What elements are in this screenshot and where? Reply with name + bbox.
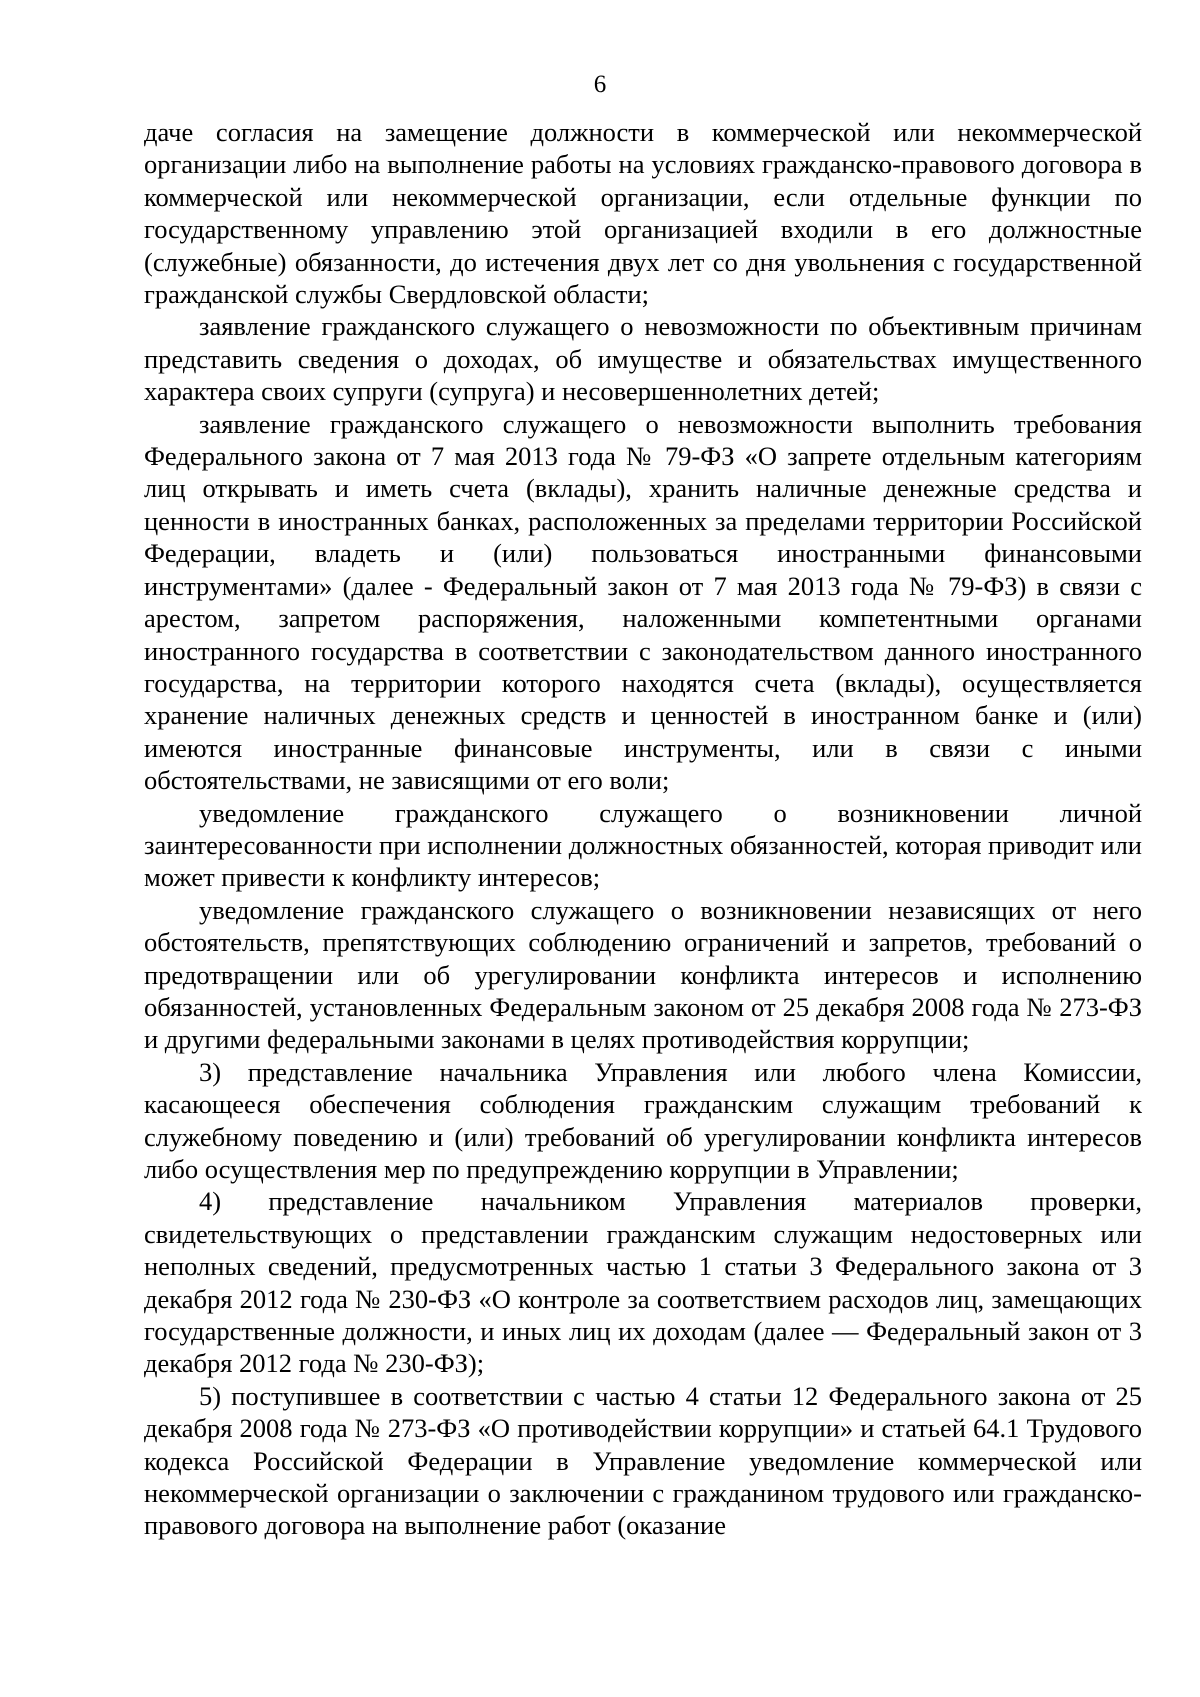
paragraph-item-5: 5) поступившее в соответствии с частью 4 статьи 12 Федерального закона от 25 декабря 2008 года № 273-ФЗ «О противодействии коррупции» и статьей 64.1 Трудового кодекса Российской Федерации в Управление уведомление коммерческой или некоммерческой организации о заключении с гражданином трудового или гражданско-правового договора на выполнение работ (оказание [144,1380,1142,1541]
paragraph-statement-foreign-accounts: заявление гражданского служащего о невозможности выполнить требования Федерального закона от 7 мая 2013 года № 79-ФЗ «О запрете отдельным категориям лиц открывать и иметь счета (вклады), хранить наличные денежные средства и ценности в иностранных банках, расположенных за пределами территории Российской Федерации, владеть и (или) пользоваться иностранными финансовыми инструментами» (далее - Федеральный закон от 7 мая 2013 года № 79-ФЗ) в связи с арестом, запретом распоряжения, наложенными компетентными органами иностранного государства в соответствии с законодательством данного иностранного государства, на территории которого находятся счета (вклады), осуществляется хранение наличных денежных средств и ценностей в иностранном банке и (или) имеются иностранные финансовые инструменты, или в связи с иными обстоятельствами, не зависящими от его воли; [144,408,1142,796]
paragraph-item-3: 3) представление начальника Управления или любого члена Комиссии, касающееся обеспечения соблюдения гражданским служащим требований к служебному поведению и (или) требований об урегулировании конфликта интересов либо осуществления мер по предупреждению коррупции в Управлении; [144,1056,1142,1184]
paragraph-notice-personal-interest: уведомление гражданского служащего о возникновении личной заинтересованности при исполнении должностных обязанностей, которая приводит или может привести к конфликту интересов; [144,797,1142,893]
paragraph-continuation: даче согласия на замещение должности в коммерческой или некоммерческой организации либо на выполнение работы на условиях гражданско-правового договора в коммерческой или некоммерческой организации, если отдельные функции по государственному управлению этой организацией входили в его должностные (служебные) обязанности, до истечения двух лет со дня увольнения с государственной гражданской службы Свердловской области; [144,117,1142,310]
paragraph-statement-income: заявление гражданского служащего о невозможности по объективным причинам представить сведения о доходах, об имуществе и обязательствах имущественного характера своих супруги (супруга) и несовершеннолетних детей; [144,311,1142,407]
paragraph-item-4: 4) представление начальником Управления материалов проверки, свидетельствующих о представлении гражданским служащим недостоверных или неполных сведений, предусмотренных частью 1 статьи 3 Федерального закона от 3 декабря 2012 года № 230-ФЗ «О контроле за соответствием расходов лиц, замещающих государственные должности, и иных лиц их доходам (далее — Федеральный закон от 3 декабря 2012 года № 230-ФЗ); [144,1186,1142,1379]
paragraph-notice-circumstances: уведомление гражданского служащего о возникновении независящих от него обстоятельств, препятствующих соблюдению ограничений и запретов, требований о предотвращении или об урегулировании конфликта интересов и исполнению обязанностей, установленных Федеральным законом от 25 декабря 2008 года № 273-ФЗ и другими федеральными законами в целях противодействия коррупции; [144,894,1142,1055]
document-body [144,116,1142,1542]
page-number: 6 [593,71,607,98]
